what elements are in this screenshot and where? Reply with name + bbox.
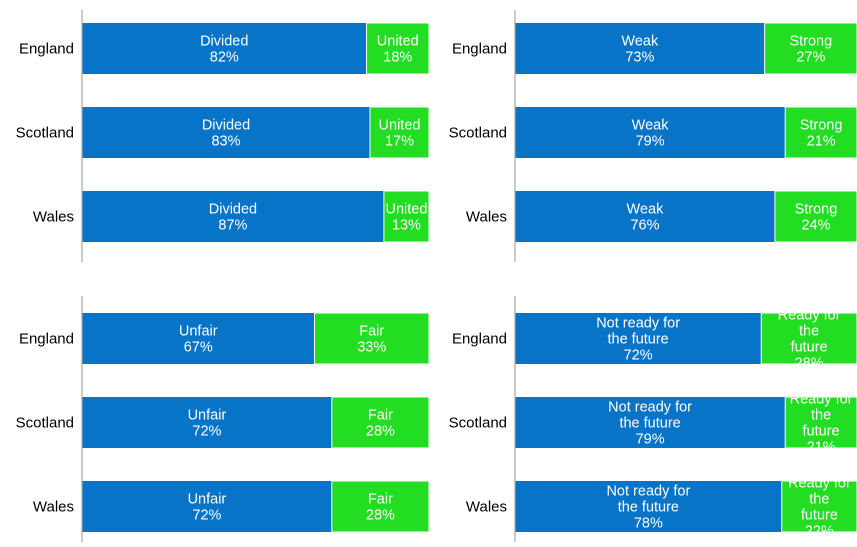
chart-panel-4: [449, 296, 857, 542]
data-label-weak-scotland: Weak 79%: [631, 117, 669, 150]
data-label-divided-scotland: Divided 83%: [201, 117, 251, 150]
category-label-wales: Wales: [32, 498, 74, 516]
chart-panel-1: [16, 10, 429, 262]
data-label-unfair-england: Unfair 67%: [178, 323, 218, 356]
data-label-weak-england: Weak 73%: [621, 33, 659, 66]
data-label-ready-for-the-future-wales: Ready for the future 22%: [787, 475, 851, 540]
data-label-strong-england: Strong 27%: [789, 33, 833, 66]
data-label-unfair-wales: Unfair 72%: [187, 491, 227, 524]
data-label-divided-england: Divided 82%: [200, 33, 249, 66]
category-label-wales: Wales: [465, 208, 507, 226]
category-label-england: England: [451, 330, 507, 348]
data-label-united-scotland: United 17%: [378, 117, 421, 150]
data-label-not-ready-for-the-future-wales: Not ready for the future 78%: [606, 483, 691, 532]
data-label-united-wales: United 13%: [385, 201, 428, 234]
data-label-ready-for-the-future-scotland: Ready for the future 21%: [789, 391, 853, 456]
category-label-england: England: [451, 40, 507, 58]
data-label-divided-wales: Divided 87%: [208, 201, 258, 234]
data-label-strong-scotland: Strong 21%: [799, 117, 843, 150]
data-label-not-ready-for-the-future-england: Not ready for the future 72%: [596, 315, 681, 364]
data-label-fair-wales: Fair 28%: [365, 491, 395, 524]
data-label-ready-for-the-future-england: Ready for the future 28%: [777, 307, 841, 372]
category-label-scotland: Scotland: [448, 414, 507, 432]
category-label-wales: Wales: [465, 498, 507, 516]
data-label-fair-england: Fair 33%: [357, 323, 387, 356]
category-label-england: England: [18, 40, 74, 58]
data-label-weak-wales: Weak 76%: [626, 201, 664, 234]
data-label-unfair-scotland: Unfair 72%: [187, 407, 227, 440]
data-label-fair-scotland: Fair 28%: [365, 407, 395, 440]
chart-panel-3: [16, 296, 429, 542]
category-label-scotland: Scotland: [15, 124, 74, 142]
category-label-wales: Wales: [32, 208, 74, 226]
category-label-england: England: [18, 330, 74, 348]
data-label-strong-wales: Strong 24%: [794, 201, 838, 234]
category-label-scotland: Scotland: [448, 124, 507, 142]
data-label-united-england: United 18%: [376, 33, 419, 66]
category-label-scotland: Scotland: [15, 414, 74, 432]
data-label-not-ready-for-the-future-scotland: Not ready for the future 79%: [608, 399, 693, 448]
chart-panel-2: [449, 10, 857, 262]
